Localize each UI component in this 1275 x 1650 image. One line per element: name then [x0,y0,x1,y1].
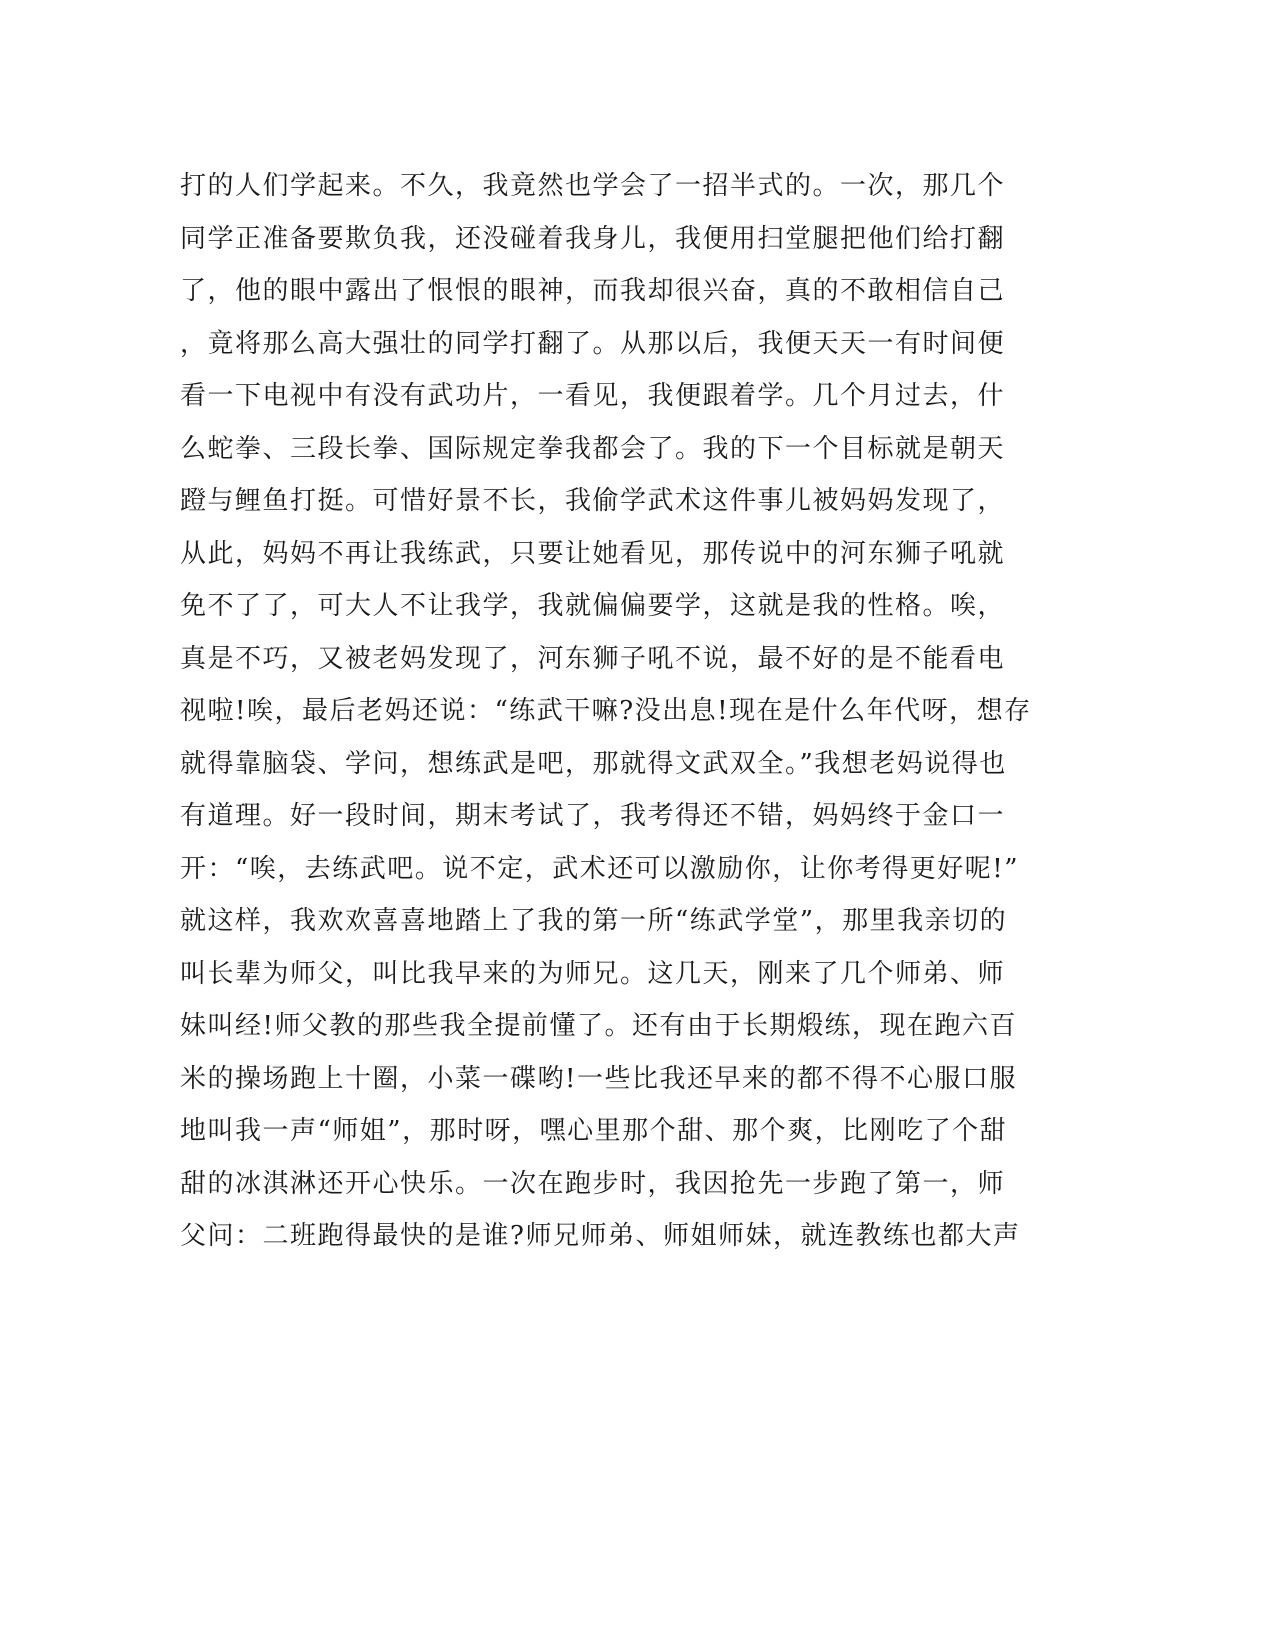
text-line: 同学正准备要欺负我，还没碰着我身儿，我便用扫堂腿把他们给打翻 [180,223,1006,254]
text-line: 开：“唉，去练武吧。说不定，武术还可以激励你，让你考得更好呢!” [180,853,1020,884]
text-line: 真是不巧，又被老妈发现了，河东狮子吼不说，最不好的是不能看电 [180,643,1006,674]
text-line: 从此，妈妈不再让我练武，只要让她看见，那传说中的河东狮子吼就 [180,538,1006,569]
text-line: 甜的冰淇淋还开心快乐。一次在跑步时，我因抢先一步跑了第一，师 [180,1168,1006,1199]
text-line: 父问：二班跑得最快的是谁?师兄师弟、师姐师妹，就连教练也都大声 [180,1221,1021,1251]
text-line: 免不了了，可大人不让我学，我就偏偏要学，这就是我的性格。唉， [180,591,1006,621]
text-line: 叫长辈为师父，叫比我早来的为师兄。这几天，刚来了几个师弟、师 [180,958,1006,989]
text-line: 妹叫经!师父教的那些我全提前懂了。还有由于长期煅练，现在跑六百 [180,1011,1017,1041]
text-line: ，竟将那么高大强壮的同学打翻了。从那以后，我便天天一有时间便 [180,328,1006,359]
text-line: 看一下电视中有没有武功片，一看见，我便跟着学。几个月过去，什 [180,381,1006,411]
text-line: 打的人们学起来。不久，我竟然也学会了一招半式的。一次，那几个 [180,171,1006,201]
text-line: 就这样，我欢欢喜喜地踏上了我的第一所“练武学堂”，那里我亲切的 [180,906,1008,936]
text-line: 视啦!唉，最后老妈还说：“练武干嘛?没出息!现在是什么年代呀，想存 [180,696,1032,726]
text-line: 蹬与鲤鱼打挺。可惜好景不长，我偷学武术这件事儿被妈妈发现了， [180,486,1006,516]
text-line: 有道理。好一段时间，期末考试了，我考得还不错，妈妈终于金口一 [180,801,1006,831]
text-line: 就得靠脑袋、学问，想练武是吧，那就得文武双全。”我想老妈说得也 [180,748,1007,779]
text-line: 地叫我一声“师姐”，那时呀，嘿心里那个甜、那个爽，比刚吃了个甜 [180,1116,1008,1146]
body-text [180,160,1040,1263]
text-line: 么蛇拳、三段长拳、国际规定拳我都会了。我的下一个目标就是朝天 [180,433,1006,464]
text-line: 了，他的眼中露出了恨恨的眼神，而我却很兴奋，真的不敢相信自己 [180,276,1006,306]
text-line: 米的操场跑上十圈，小菜一碟哟!一些比我还早来的都不得不心服口服 [180,1063,1017,1094]
